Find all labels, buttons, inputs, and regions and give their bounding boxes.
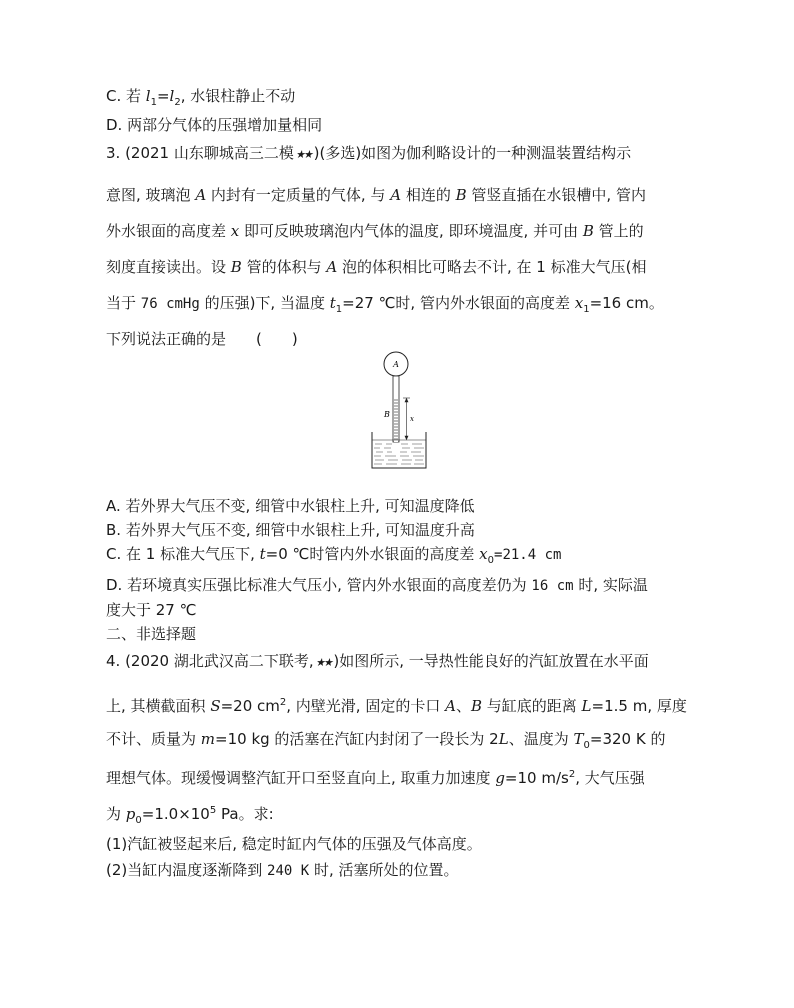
thermoscope-diagram [370,350,428,470]
q3-option-d-line-2: 度大于 27 ℃ [106,601,197,619]
mercury-column [394,398,398,442]
q4-stem-line-5: 为 $p_0=1.0\times 10^5$ Pa。求: [106,805,274,826]
tube-label-b: B [384,410,390,419]
exam-page [106,86,706,884]
q3-stem-line-3: 外水银面的高度差 x 即可反映玻璃泡内气体的温度, 即环境温度, 并可由 B 管上的 [106,222,644,240]
q3-stem-line-5: 当于 76 cmHg 的压强)下, 当温度 $t_1=27$ ℃时, 管内外水银面的高度差 $x_1=16$ cm。 [106,294,664,315]
q4-stem-line-2: 上, 其横截面积 S=20 $cm^2$, 内壁光滑, 固定的卡口 A、B 与缸底的距离 L=1.5 m, 厚度 [106,697,687,715]
q2-option-c: C. 若 $l_1=l_2$, 水银柱静止不动 [106,87,296,108]
q3-option-a: A. 若外界大气压不变, 细管中水银柱上升, 可知温度降低 [106,497,475,515]
q3-stem-line-2: 意图, 玻璃泡 A 内封有一定质量的气体, 与 A 相连的 B 管竖直插在水银槽中, 管内 [106,186,646,204]
q4-subquestion-1: (1)汽缸被竖起来后, 稳定时缸内气体的压强及气体高度。 [106,835,482,853]
section-heading: 二、非选择题 [106,625,197,643]
q4-subquestion-2: (2)当缸内温度逐渐降到 240 K 时, 活塞所处的位置。 [106,861,459,879]
q3-stem-line-1: 3. (2021 山东聊城高三二模★★)(多选)如图为伽利略设计的一种测温装置结构示 [106,141,706,177]
bulb-label-a: A [393,360,399,369]
q3-option-d-line-1: D. 若环境真实压强比标准大气压小, 管内外水银面的高度差仍为 16 cm 时, 实际温 [106,576,648,594]
q4-stem-line-3: 不计、质量为 m=10 kg 的活塞在汽缸内封闭了一段长为 2L、温度为 $T_0=320$ K 的 [106,730,666,751]
q3-stem-line-6: 下列说法正确的是 ( ) [106,330,298,348]
difficulty-star-icon: ★★ [294,148,314,161]
q3-stem-line-4: 刻度直接读出。设 B 管的体积与 A 泡的体积相比可略去不计, 在 1 标准大气压(相 [106,258,647,276]
q4-stem-line-1: 4. (2020 湖北武汉高二下联考,★★)如图所示, 一导热性能良好的汽缸放置在水平面 [106,649,706,685]
height-difference-arrow [403,398,410,440]
q4-stem-line-4: 理想气体。现缓慢调整汽缸开口至竖直向上, 取重力加速度 g=10 $m/s^2$, 大气压强 [106,769,645,787]
difficulty-star-icon: ★★ [314,656,333,669]
q3-option-c: C. 在 1 标准大气压下, t=0 ℃时管内外水银面的高度差 $x_0=21.4$ cm [106,545,562,566]
height-label-x: x [410,415,414,423]
q2-option-d: D. 两部分气体的压强增加量相同 [106,116,323,134]
q3-option-b: B. 若外界大气压不变, 细管中水银柱上升, 可知温度升高 [106,521,475,539]
